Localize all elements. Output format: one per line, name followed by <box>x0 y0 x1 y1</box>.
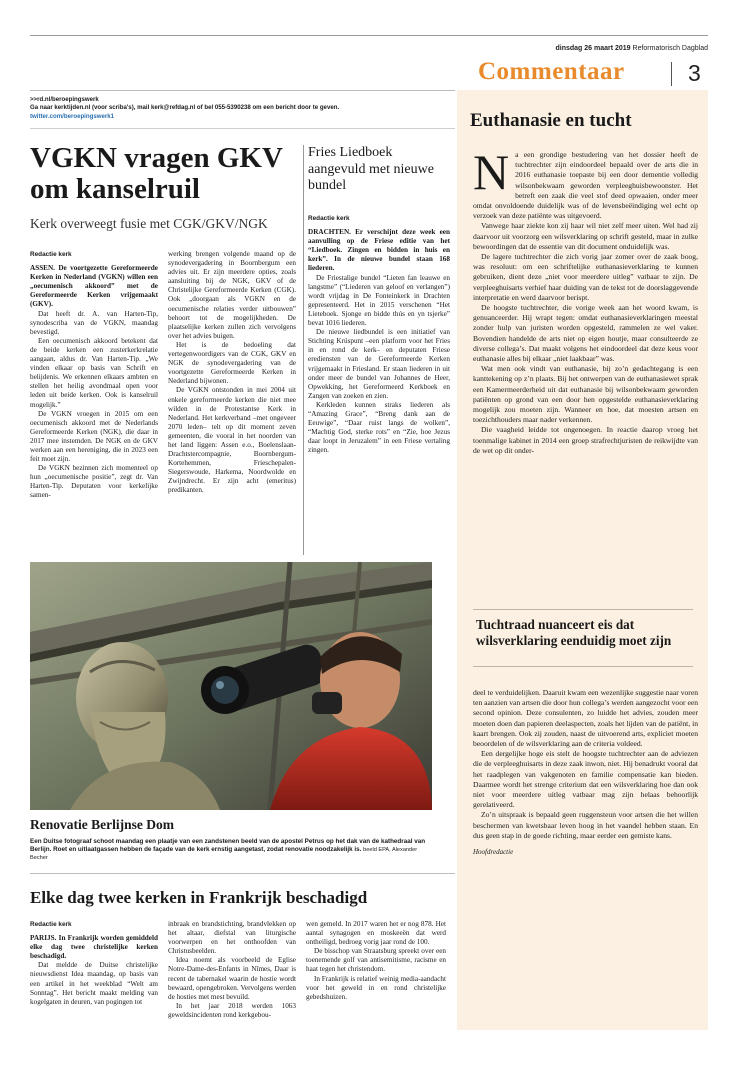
paragraph: Zo’n uitspraak is bepaald geen ruggensteun voor artsen die het willen beschermen van kwetsbaar leven hoog in het vaandel hebben staan. En dus geen stap in de goede richting, maar eerder een gemiste kans. <box>473 810 698 840</box>
editorial-signature: Hoofdredactie <box>473 848 514 857</box>
france-column-3 <box>306 920 446 1002</box>
subheadline-vgkn: Kerk overweegt fusie met CGK/GKV/NGK <box>30 216 268 231</box>
paragraph: De VGKN ontstonden in mei 2004 uit enkele gereformeerde kerken die niet mee wilden in de Protestantse Kerk in Nederland. Het kerkverband –met ongeveer 2070 leden– telt op dit moment zeven gemeenten, die vooral in het noorden van het land liggen: Assen e.o., Boelenslaan-Drachtstercompagnie, Boornbergum-Kortehemmen, Frieschepalen-Siegerswoude, Harkema, Noordwolde en Zwijndrecht. Er zijn acht (emeritus) predikanten. <box>168 386 296 495</box>
france-column-1 <box>30 920 158 1007</box>
vgkn-column-1 <box>30 250 158 501</box>
pullquote-rule-bottom <box>473 666 693 667</box>
paragraph: deel te verduidelijken. Daaruit kwam een wezenlijke suggestie naar voren ten aanzien van artsen die door hun collega’s werden aangezocht voor een second opinion. Deze consulenten, zo luidde het advies, zouden meer moeten doen dan papieren deelaspecten, zoals het lijden van de patiënt, in kaart brengen. Ook zij zouden, naast de uitvoerend arts, expliciet moeten beoordelen of de wilsverklaring aan de criteria voldeed. <box>473 688 698 749</box>
contact-rule <box>30 128 455 129</box>
paragraph: Vanwege haar ziekte kon zij haar wil niet zelf meer uiten. Wel had zij daarvoor uit voorzorg een wilsverklaring op schrift gesteld, maar in zulke bewoordingen dat de essentie van dit document onduidelijk was. <box>473 221 698 251</box>
paragraph: Dat meldde de Duitse christelijke nieuwsdienst Idea maandag, op basis van een artikel in het weekblad “Welt am Sonntag”. Het bericht maakt melding van kogelgaten in deuren, van pogingen tot <box>30 961 158 1006</box>
contact-info: Ga naar kerktijden.nl (voor scriba's), mail kerk@refdag.nl of bel 055-5390238 om een bericht door te geven. <box>30 104 340 112</box>
caption-rule <box>30 873 455 874</box>
paper-name: Reformatorisch Dagblad <box>632 45 708 52</box>
masthead-divider <box>671 62 672 86</box>
editorial-body-bottom <box>473 688 698 857</box>
vgkn-column-2 <box>168 250 296 496</box>
paragraph: In Frankrijk is relatief weinig media-aandacht voor het geweld in en rond christelijke gebedshuizen. <box>306 974 446 1001</box>
masthead-dateline <box>470 45 708 52</box>
contact-twitter-link[interactable]: twitter.com/beroepingswerk1 <box>30 112 114 120</box>
contact-box <box>30 96 450 121</box>
photo-caption: Een Duitse fotograaf schoot maandag een plaatje van een zandstenen beeld van de apostel Petrus op het dak van de kathedraal van Berlijn. Roet en uitlaatgassen hebben de façade van de kerk ernstig aangetast, zodat renovatie noodzakelijk is. <box>30 838 426 854</box>
dropcap: N <box>473 144 510 200</box>
column-divider <box>303 145 304 555</box>
paragraph: Idea noemt als voorbeeld de Eglise Notre-Dame-des-Enfants in Nîmes, Daar is recent de tabernakel waarin de hostie wordt bewaard, opengebroken. Vervolgens werden de hosties met mest bevuild. <box>168 956 296 1001</box>
section-title: Commentaar <box>478 58 625 85</box>
paragraph: wen gemeld. In 2017 waren het er nog 878. Het aantal synagogen en moskeeën dat werd ontheiligd, bedroeg vorig jaar rond de 100. <box>306 920 446 947</box>
pullquote-rule-top <box>473 609 693 610</box>
contact-link-rd[interactable]: >>rd.nl/beroepingswerk <box>30 96 99 103</box>
paragraph: De bisschop van Straatsburg spreekt over een toenemende golf van antisemitisme, racisme en haat tegen het christendom. <box>306 947 446 974</box>
photo-caption-block <box>30 838 432 863</box>
page-number: 3 <box>688 60 701 86</box>
headline-france: Elke dag twee kerken in Frankrijk beschadigd <box>30 888 368 907</box>
paragraph: inbraak en brandstichting, brandvlekken op het altaar, diefstal van liturgische voorwerpen en het onthoofden van Christusbeelden. <box>168 920 296 956</box>
paragraph: Die vaagheid leidde tot ongenoegen. In reactie daarop vroeg het toenmalige kabinet in 2014 een groep strafrechtjuristen de reikwijdte van de wet op dit onder- <box>473 425 698 455</box>
byline: Redactie kerk <box>30 251 72 258</box>
paragraph: Wat men ook vindt van euthanasie, bij zo’n gedachtegang is een kanttekening op z’n plaats. Bij het ontwerpen van de euthanasiewet sprak een Kamermeerderheid uit dat euthanasie bij wilsonbekwaam geworden patiënten op grond van een door hen opgestelde euthanasieverklaring mogelijk zou moeten zijn. Wanneer en hoe, dat moesten artsen en toezichthouders maar nader verkennen. <box>473 364 698 425</box>
paragraph: De VGKN bezinnen zich momenteel op hun „oecumenische positie”, zegt dr. Van Harten-Tip. Deputaten voor kerkelijke samen- <box>30 464 158 500</box>
top-rule <box>30 35 708 36</box>
editorial-headline: Euthanasie en tucht <box>470 110 632 131</box>
paragraph: De hoogste tuchtrechter, die vorige week aan het woord kwam, is genuanceerder. Hij wrapt tegen: omdat euthanasieverklaringen meestal zonder hulp van juristen worden opgesteld, rammelen ze wel vaker. Bovendien handelde de arts niet op eigen houtje, maar consulteerde ze diverse collega’s. Dat maakt volgens het eindoordeel dat deze keus voor euthanasie alles bij elkaar „niet laakbaar” was. <box>473 303 698 364</box>
paragraph: De Friestalige bundel “Lieten fan leauwe en langstme” (“Liederen van geloof en verlangen”) wordt vrijdag in De Fonteinkerk in Drachten gepresenteerd. Het in 2015 verschenen “Het Lieteboek. Sjonge en bidde thús en yn tsjerke” bevat 1016 liederen. <box>308 273 450 328</box>
paragraph: De VGKN vroegen in 2015 om een oecumenisch akkoord met de Nederlands Gereformeerde Kerken (NGK), die daar in 2017 mee instemden. De NGK en de GKV werken aan een hereniging, die in 2023 een feit moet zijn. <box>30 409 158 464</box>
france-column-2 <box>168 920 296 1020</box>
paragraph: werking brengen volgende maand op de synodevergadering in Boornbergum een advies uit. Er zijn meerdere opties, zoals aansluiting bij de NGK, GKV of de Christelijke Gereformeerde Kerken (CGK). Ook „doorgaan als VGKN en de oecumenische relaties verder uitbouwen” behoort tot de mogelijkheden. De plaatselijke kerken zullen zich vervolgens over het advies buigen. <box>168 250 296 340</box>
paragraph: Dat heeft dr. A. van Harten-Tip, synodescriba van de VGKN, maandag bevestigd. <box>30 309 158 336</box>
paragraph: De nieuwe liedbundel is een initiatief van Stichting Krúspunt –een platform voor het Fries in en rond de kerk– en deputaten Friese erediensten van de Gereformeerde Kerken vrijgemaakt in Friesland. Er staan liederen in uit onder meer de bundel van Johannes de Heer, Opwekking, het Gereformeerd Kerkboek en Zangen van zoeken en zien. <box>308 328 450 400</box>
date: dinsdag 26 maart 2019 <box>555 45 631 52</box>
headline-fries-liedboek: Fries Liedboek aangevuld met nieuwe bundel <box>308 145 434 193</box>
paragraph: Kerkleden kunnen straks liederen als “Amazing Grace”, “Breng dank aan de Eeuwige”, “Daar ruist langs de wolken”, “Machtig God, sterke rots” en “Zie, hoe Jezus daar loopt in Jeruzalem” in een Friese vertaling zingen. <box>308 400 450 455</box>
paragraph: PARIJS. In Frankrijk worden gemiddeld elke dag twee christelijke kerken beschadigd. <box>30 934 158 961</box>
paragraph: Een dergelijke hoge eis stelt de hoogste tuchtrechter aan de adviezen die de verpleeghuisarts in deze zaak inwon, niet. Hij benadrukt vooral dat het raadplegen van vakgenoten en familie compensatie kan bieden. Daarmee wordt het strenge criterium dat een wilsverklaring hoe dan ook niet voor meerdere uitleg vatbaar mag zijn helaas behoorlijk gerelativeerd. <box>473 749 698 810</box>
paragraph: ASSEN. De voortgezette Gereformeerde Kerken in Nederland (VGKN) willen een „oecumenisch akkoord” met de Gereformeerde Kerken vrijgemaakt (GKV). <box>30 264 158 309</box>
editorial-body-top <box>473 144 698 456</box>
byline: Redactie kerk <box>30 921 72 928</box>
paragraph: a een grondige bestudering van het dossier heeft de tuchtrechter zijn eindoordeel bepaald over de arts die in 2016 euthanasie toepaste bij een door dementie volledig wilsonbekwaam geworden verpleeghuisbewoonster. Het betreft een zaak die veel stof deed opwaaien, onder meer omdat onvoldoende duidelijk was of de levensbeëindiging wel echt op verzoek van deze patiënte was uitgevoerd. <box>473 150 698 221</box>
headline-vgkn: VGKN vragen GKV om kanselruil <box>30 142 283 205</box>
photo-credit: beeld EPA, Alexander Becher <box>30 847 418 862</box>
byline: Redactie kerk <box>308 215 350 222</box>
photo-title: Renovatie Berlijnse Dom <box>30 817 174 832</box>
paragraph: DRACHTEN. Er verschijnt deze week een aanvulling op de Friese editie van het “Liedboek. Zingen en bidden in huis en kerk”. In de nieuwe bundel staan 168 liederen. <box>308 228 450 273</box>
pullquote: Tuchtraad nuanceert eis dat wilsverklaring eenduidig moet zijn <box>476 617 672 648</box>
paragraph: De lagere tuchtrechter die zich vorig jaar zomer over de zaak boog, was resoluut: om een schriftelijke euthanasieverklaring te kunnen gebruiken, dient deze „niet voor meerdere uitleg” vatbaar te zijn. De verpleeghuisarts verhief haar duiding van de tekst tot de doorslaggevende interpretatie en werd daarvoor berispt. <box>473 252 698 302</box>
paragraph: In het jaar 2018 werden 1063 geweldsincidenten rond kerkgebou- <box>168 1001 296 1019</box>
paragraph: Een oecumenisch akkoord betekent dat de beide kerken een zusterkerkrelatie aangaan, aldus dr. Van Harten-Tip. „We vinden elkaar op basis van Schrift en belijdenis. We erkennen elkaars ambten en stellen het heilig avondmaal open voor leden uit beide kerken. Ook is kanselruil mogelijk.” <box>30 336 158 409</box>
photo-berlin-cathedral <box>30 562 432 810</box>
photo-illustration <box>30 562 432 810</box>
masthead-rule <box>30 90 455 91</box>
fries-column <box>308 214 450 455</box>
paragraph: Het is de bedoeling dat vertegenwoordigers van de CGK, GKV en NGK de synodevergadering van de voortgezette Gereformeerde Kerken in Nederland bijwonen. <box>168 340 296 386</box>
